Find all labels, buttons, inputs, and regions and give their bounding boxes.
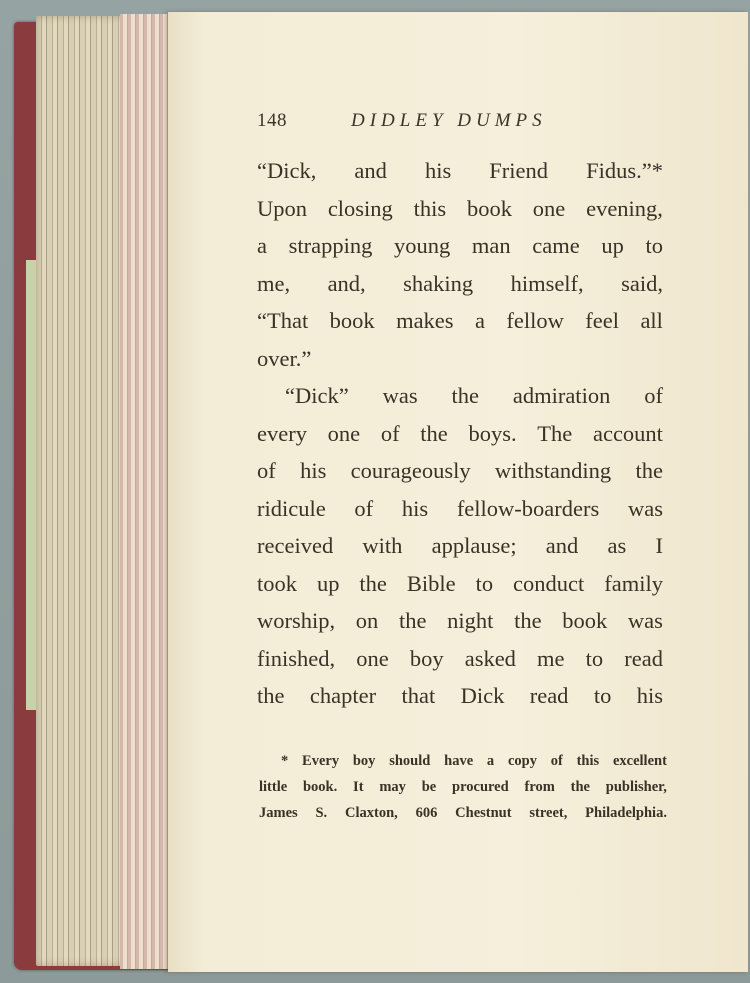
footnote-line: little book. It may be procured from the publisher, — [259, 779, 667, 795]
page-header — [257, 110, 677, 134]
text-line: a strapping young man came up to — [257, 233, 663, 258]
text-line: the chapter that Dick read to his — [257, 683, 663, 708]
text-line: ridicule of his fellow-boarders was — [257, 495, 663, 521]
running-title: DIDLEY DUMPS — [351, 110, 547, 131]
text-line: “Dick, and his Friend Fidus.”* — [257, 158, 663, 183]
page-number: 148 — [257, 110, 287, 131]
text-line: “Dick” was the admiration of — [285, 383, 663, 408]
text-line: received with applause; and as I — [257, 533, 663, 558]
body-text — [257, 152, 663, 715]
text-line: over.” — [257, 345, 312, 371]
text-line: every one of the boys. The account — [257, 420, 663, 446]
text-line: finished, one boy asked me to read — [257, 645, 663, 671]
text-line: worship, on the night the book was — [257, 608, 663, 633]
text-line: Upon closing this book one evening, — [257, 195, 663, 221]
text-line: “That book makes a fellow feel all — [257, 308, 663, 333]
footnote-line: * Every boy should have a copy of this excellent — [281, 753, 667, 769]
footnote — [259, 748, 667, 826]
text-line: me, and, shaking himself, said, — [257, 270, 663, 296]
text-line: of his courageously withstanding the — [257, 458, 663, 483]
footnote-line: James S. Claxton, 606 Chestnut street, Philadelphia. — [259, 805, 667, 821]
text-line: took up the Bible to conduct family — [257, 570, 663, 596]
